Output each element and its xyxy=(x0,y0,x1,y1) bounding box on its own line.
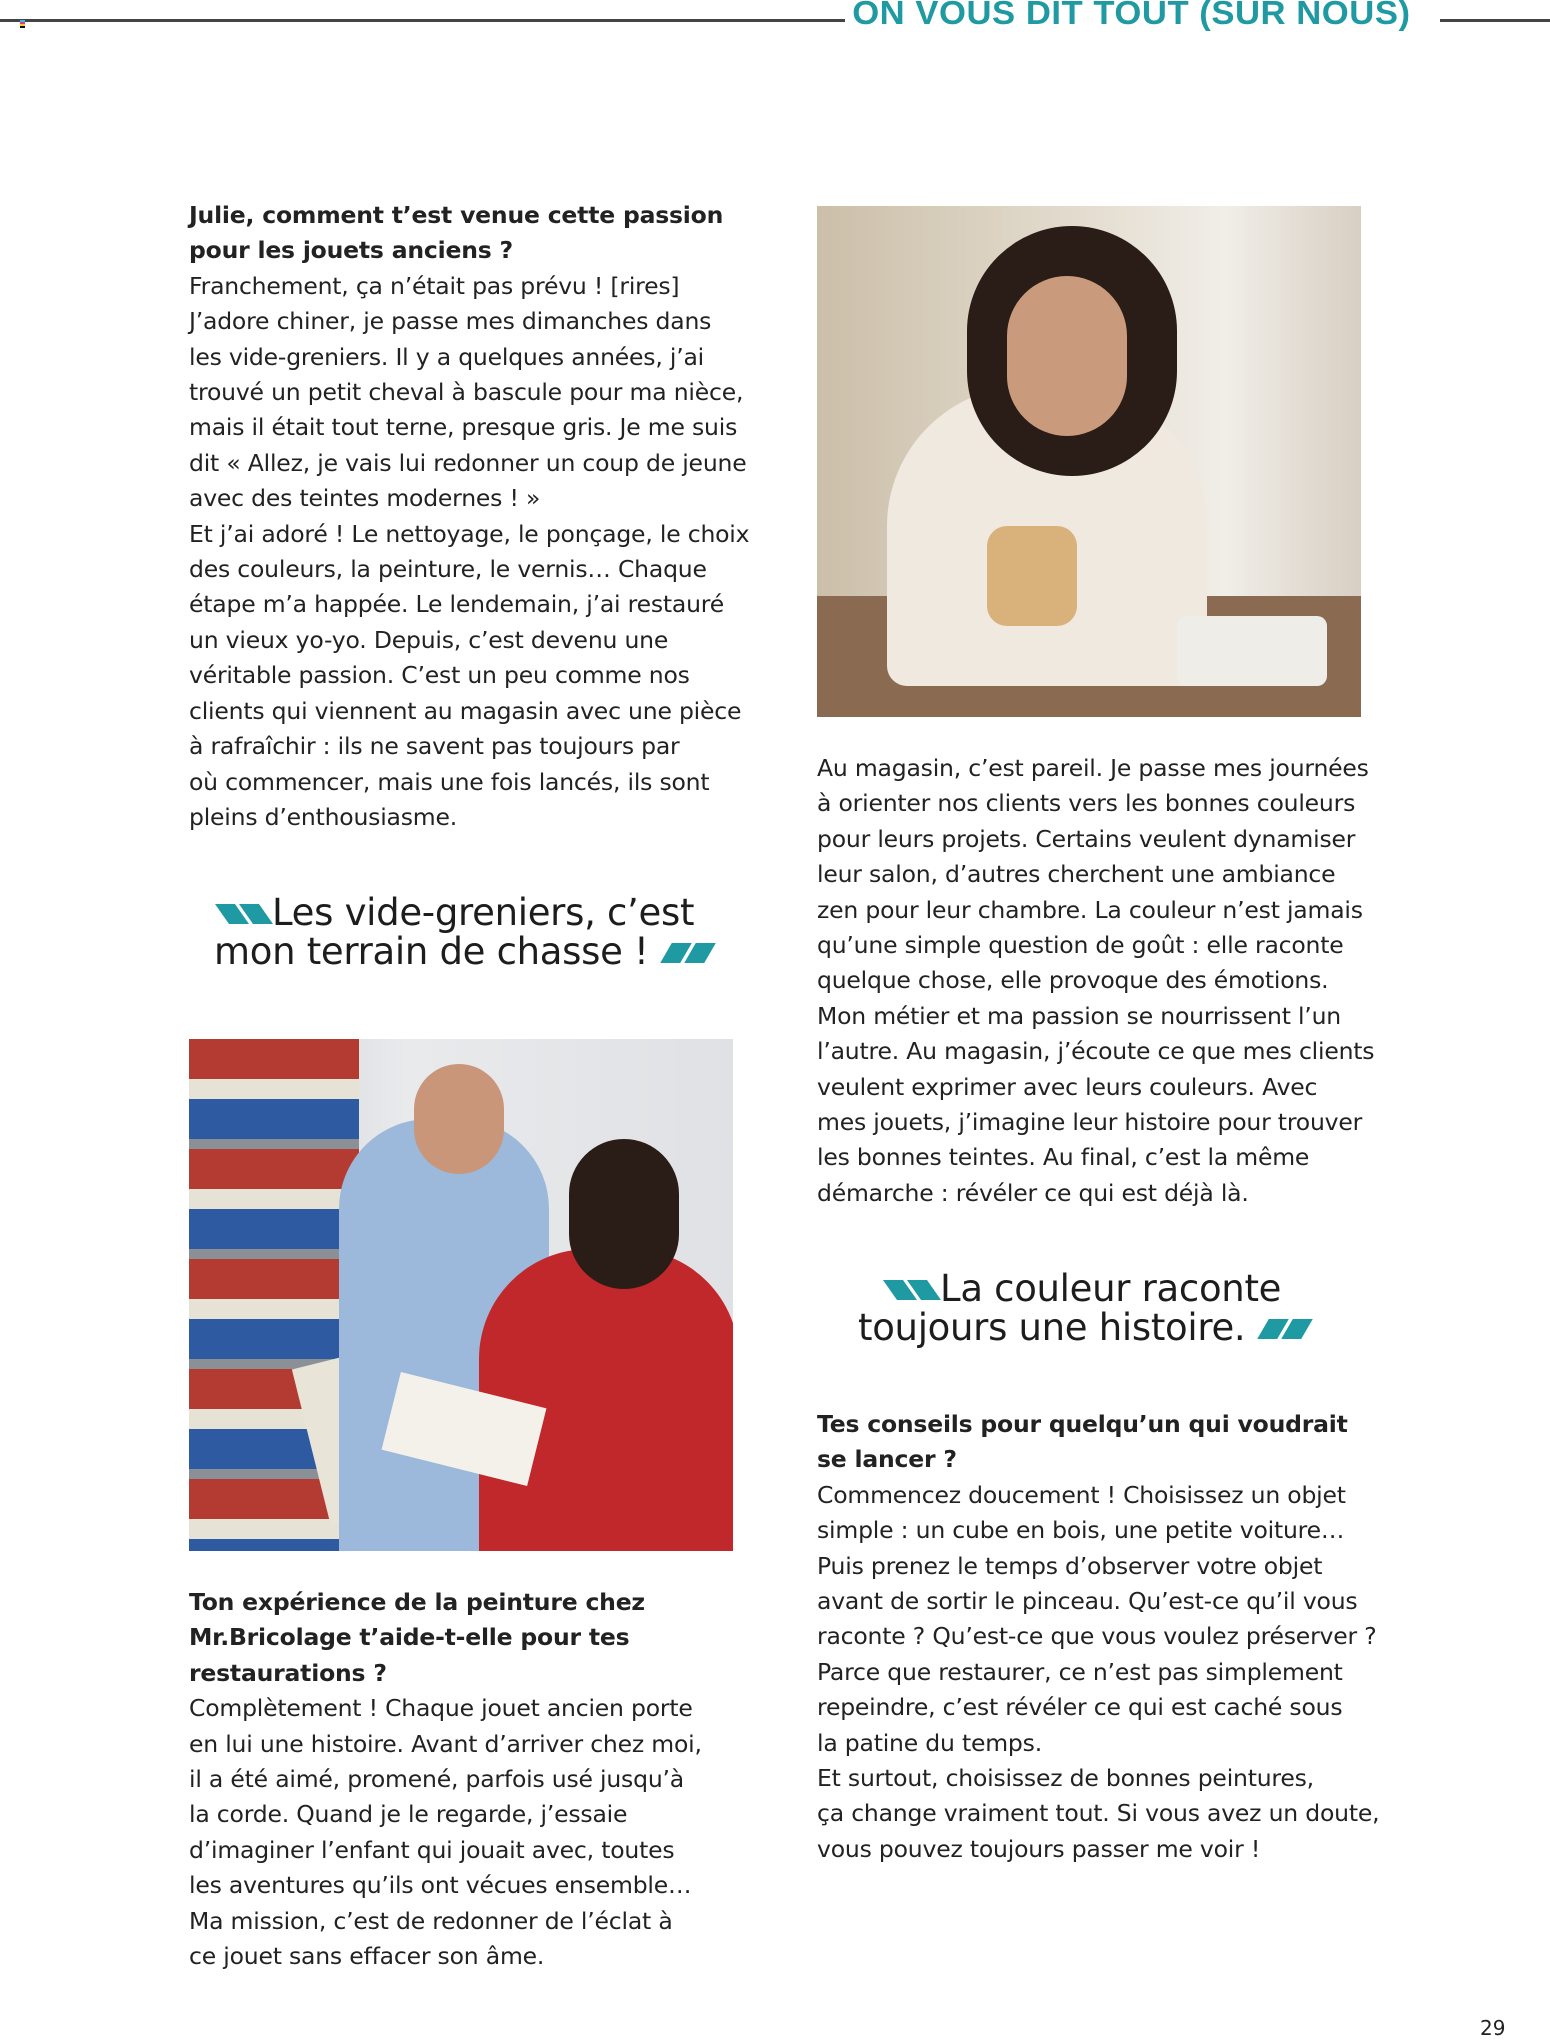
interview-answer-line: zen pour leur chambre. La couleur n’est jamais xyxy=(817,895,1363,924)
interview-answer-line: les vide-greniers. Il y a quelques années, j’ai xyxy=(189,342,705,371)
interview-answer-line: des couleurs, la peinture, le vernis… Chaque xyxy=(189,555,707,584)
interview-answer-line: où commencer, mais une fois lancés, ils sont xyxy=(189,767,710,796)
pull-quote-1 xyxy=(214,893,714,971)
interview-answer-line: les aventures qu’ils ont vécues ensemble… xyxy=(189,1871,692,1900)
interview-answer-line: en lui une histoire. Avant d’arriver chez moi, xyxy=(189,1729,702,1758)
interview-question-line: pour les jouets anciens ? xyxy=(189,236,513,265)
interview-answer-line: étape m’a happée. Le lendemain, j’ai restauré xyxy=(189,590,725,619)
interview-answer-line: il a été aimé, promené, parfois usé jusqu’à xyxy=(189,1765,684,1794)
open-quote-icon xyxy=(218,904,272,926)
interview-answer-line: un vieux yo-yo. Depuis, c’est devenu une xyxy=(189,625,669,654)
interview-answer-line: veulent exprimer avec leurs couleurs. Avec xyxy=(817,1072,1318,1101)
quote-line: La couleur raconte xyxy=(940,1267,1282,1310)
interview-question-line: Mr.Bricolage t’aide-t-elle pour tes xyxy=(189,1623,630,1652)
interview-question-line: restaurations ? xyxy=(189,1658,387,1687)
article-left-bottom xyxy=(189,1585,702,1974)
interview-answer-line: Complètement ! Chaque jouet ancien porte xyxy=(189,1694,693,1723)
quote-line: mon terrain de chasse ! xyxy=(214,930,649,973)
quote-line: toujours une histoire. xyxy=(858,1306,1246,1349)
interview-answer-line: ce jouet sans effacer son âme. xyxy=(189,1942,545,1971)
interview-answer-line: l’autre. Au magasin, j’écoute ce que mes clients xyxy=(817,1037,1375,1066)
quote-line: Les vide-greniers, c’est xyxy=(272,891,695,934)
interview-question-line: Julie, comment t’est venue cette passion xyxy=(189,201,724,229)
pull-quote-2 xyxy=(858,1269,1311,1347)
interview-answer-line: leur salon, d’autres cherchent une ambiance xyxy=(817,860,1336,889)
interview-answer-line: vous pouvez toujours passer me voir ! xyxy=(817,1834,1261,1863)
header-rule-left xyxy=(0,19,845,22)
interview-answer-line: Puis prenez le temps d’observer votre objet xyxy=(817,1551,1323,1580)
interview-answer-line: la patine du temps. xyxy=(817,1728,1042,1757)
interview-answer-line: Parce que restaurer, ce n’est pas simplement xyxy=(817,1657,1343,1686)
interview-answer-line: simple : un cube en bois, une petite voiture… xyxy=(817,1516,1345,1545)
interview-answer-line: dit « Allez, je vais lui redonner un coup de jeune xyxy=(189,448,747,477)
interview-answer-line: les bonnes teintes. Au final, c’est la même xyxy=(817,1143,1310,1172)
interview-answer-line: repeindre, c’est révéler ce qui est caché sous xyxy=(817,1693,1343,1722)
interview-question-line: Tes conseils pour quelqu’un qui voudrait xyxy=(817,1410,1348,1438)
interview-answer-line: pour leurs projets. Certains veulent dynamiser xyxy=(817,824,1356,853)
interview-answer-line: d’imaginer l’enfant qui jouait avec, toutes xyxy=(189,1835,675,1864)
interview-answer-line: quelque chose, elle provoque des émotions. xyxy=(817,966,1329,995)
open-quote-icon xyxy=(886,1280,940,1302)
print-marks xyxy=(20,20,25,28)
header-rule-right xyxy=(1440,19,1550,22)
interview-question-line: se lancer ? xyxy=(817,1445,957,1474)
photo-store-paint-advice xyxy=(189,1039,733,1551)
close-quote-icon xyxy=(660,943,714,965)
interview-answer-line: ça change vraiment tout. Si vous avez un doute, xyxy=(817,1799,1380,1828)
interview-answer-line: à rafraîchir : ils ne savent pas toujours par xyxy=(189,732,680,761)
interview-answer-line: avec des teintes modernes ! » xyxy=(189,484,541,513)
interview-answer-line: à orienter nos clients vers les bonnes couleurs xyxy=(817,789,1356,818)
article-right-top xyxy=(817,751,1374,1211)
page-number: 29 xyxy=(1480,2016,1506,2040)
interview-answer-line: Mon métier et ma passion se nourrissent l’un xyxy=(817,1001,1341,1030)
section-title: ON VOUS DIT TOUT (SUR NOUS) xyxy=(848,0,1415,32)
close-quote-icon xyxy=(1257,1319,1311,1341)
interview-answer-line: Et surtout, choisissez de bonnes peintures, xyxy=(817,1764,1314,1793)
interview-answer-line: Et j’ai adoré ! Le nettoyage, le ponçage, le choix xyxy=(189,519,750,548)
interview-answer-line: Au magasin, c’est pareil. Je passe mes journées xyxy=(817,754,1369,782)
article-left-top xyxy=(189,198,749,835)
interview-answer-line: la corde. Quand je le regarde, j’essaie xyxy=(189,1800,628,1829)
interview-answer-line: démarche : révéler ce qui est déjà là. xyxy=(817,1178,1249,1207)
interview-answer-line: qu’une simple question de goût : elle raconte xyxy=(817,931,1344,960)
interview-answer-line: mais il était tout terne, presque gris. Je me suis xyxy=(189,413,738,442)
photo-julie-painting-toy-horse xyxy=(817,206,1361,717)
interview-answer-line: mes jouets, j’imagine leur histoire pour trouver xyxy=(817,1108,1363,1137)
interview-answer-line: avant de sortir le pinceau. Qu’est-ce qu’il vous xyxy=(817,1587,1358,1616)
interview-answer-line: Franchement, ça n’était pas prévu ! [rires] xyxy=(189,271,680,300)
interview-answer-line: raconte ? Qu’est-ce que vous voulez préserver ? xyxy=(817,1622,1377,1651)
interview-answer-line: trouvé un petit cheval à bascule pour ma nièce, xyxy=(189,378,744,407)
interview-answer-line: clients qui viennent au magasin avec une pièce xyxy=(189,696,742,725)
interview-answer-line: véritable passion. C’est un peu comme nos xyxy=(189,661,690,690)
interview-answer-line: Ma mission, c’est de redonner de l’éclat à xyxy=(189,1906,673,1935)
interview-answer-line: Commencez doucement ! Choisissez un objet xyxy=(817,1480,1346,1509)
interview-question-line: Ton expérience de la peinture chez xyxy=(189,1588,645,1616)
article-right-bottom xyxy=(817,1407,1379,1867)
interview-answer-line: J’adore chiner, je passe mes dimanches dans xyxy=(189,307,712,336)
interview-answer-line: pleins d’enthousiasme. xyxy=(189,802,457,831)
